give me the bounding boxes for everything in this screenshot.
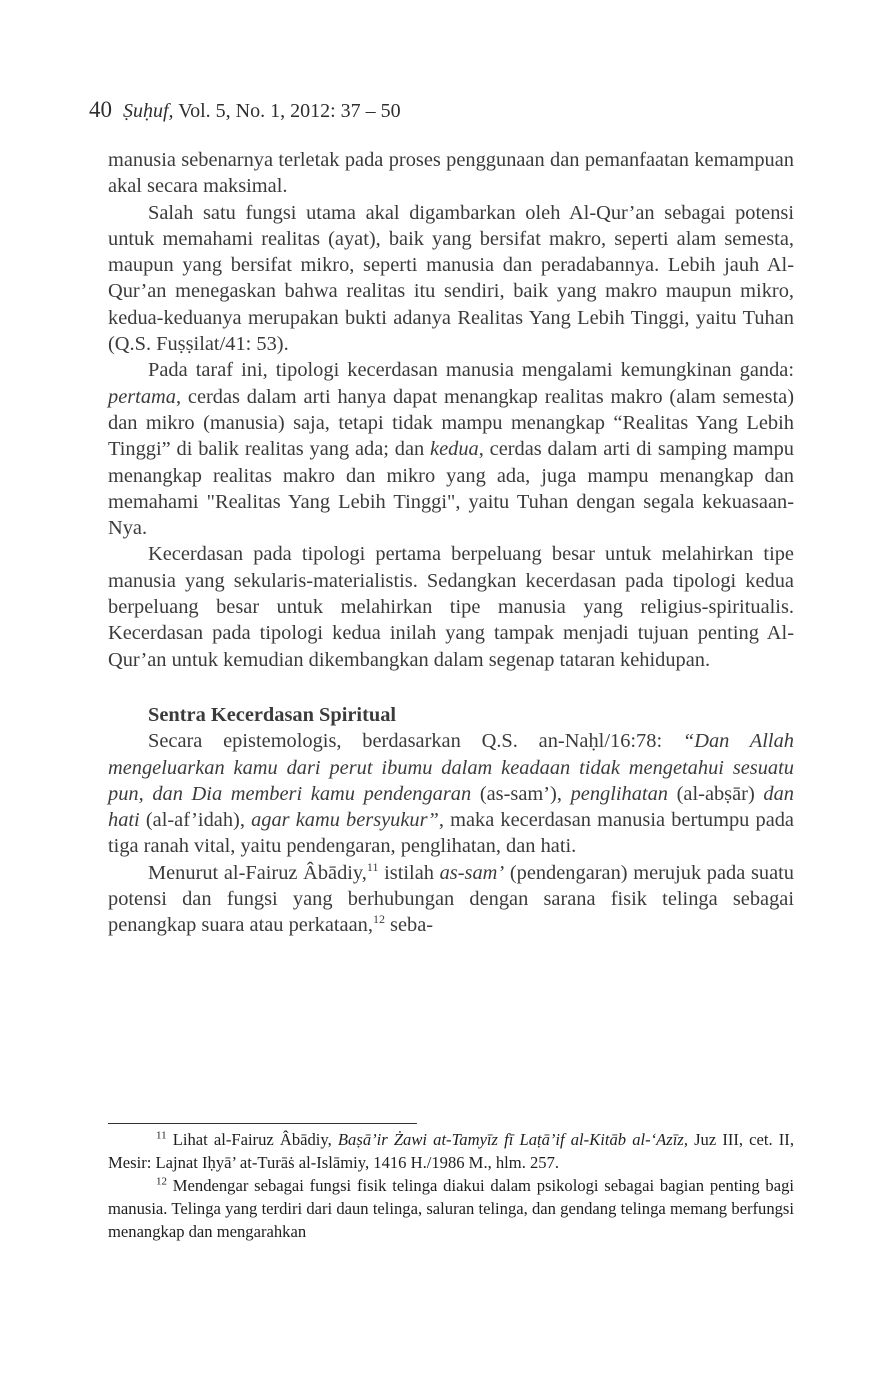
paragraph-6	[108, 860, 794, 939]
paragraph-4: Kecerdasan pada tipologi pertama berpeluang besar untuk melahirkan tipe manusia yang sekularis-materialistis. Sedangkan kecerdasan pada tipologi kedua berpeluang besar untuk melahirkan tipe manusia yang religius-spiritualis. Kecerdasan pada tipologi kedua inilah yang tampak menjadi tujuan penting Al-Qur’an untuk kemudian dikembangkan dalam segenap tataran kehidupan.	[108, 543, 794, 671]
footnote-11-number: 11	[156, 1129, 167, 1142]
paragraph-1: manusia sebenarnya terletak pada proses penggunaan dan pemanfaatan kemampuan akal secara maksimal.	[108, 149, 794, 198]
paragraph-5-text-b: (as-sam’),	[471, 782, 571, 805]
paragraph-5-text-e: , maka kecerdasan manusia bertumpu pada tiga ranah vital, yaitu pendengaran, penglihatan, dan hati.	[108, 809, 794, 858]
paragraph-6-text-d: seba-	[384, 914, 434, 937]
footnote-12-number: 12	[156, 1175, 167, 1188]
footnote-divider	[108, 1123, 417, 1124]
paragraph-3-text-c: , cerdas dalam arti di samping mampu menangkap realitas makro dan mikro yang ada, juga mampu menangkap dan memahami "Realitas Yang Lebih Tinggi", yaitu Tuhan dengan segala kekuasaan-Nya.	[108, 438, 794, 540]
body-text	[108, 147, 794, 939]
paragraph-3-text-a: Pada taraf ini, tipologi kecerdasan manusia mengalami kemungkinan ganda:	[148, 359, 794, 382]
footnote-11-book-title: Baṣā’ir Żawi at-Tamyīz fī Laṭā’if al-Kitāb al-‘Azīz,	[337, 1130, 688, 1149]
paragraph-5-text-a: Secara epistemologis, berdasarkan Q.S. an-Naḥl/16:78:	[148, 730, 683, 753]
paragraph-5-text-d: (al-af’idah),	[139, 809, 252, 832]
page-number: 40	[89, 97, 112, 122]
journal-name: Ṣuḥuf,	[123, 100, 174, 122]
journal-citation: Vol. 5, No. 1, 2012: 37 – 50	[178, 100, 401, 122]
paragraph-6-term-as-sam: as-sam’	[439, 861, 505, 884]
paragraph-5-quote-c: dan hati	[108, 782, 794, 832]
paragraph-3-emphasis-pertama: pertama	[108, 385, 176, 408]
paragraph-5-quote-a: “Dan Allah mengeluarkan kamu dari perut ibumu dalam keadaan tidak mengetahui sesuatu pun, dan Dia memberi kamu pendengaran	[108, 730, 794, 805]
footnote-12	[108, 1174, 794, 1243]
section-heading: Sentra Kecerdasan Spiritual	[148, 703, 397, 726]
paragraph-6-text-a: Menurut al-Fairuz Âbādiy,	[148, 861, 367, 884]
footnotes	[108, 1128, 794, 1243]
footnote-12-text: Mendengar sebagai fungsi fisik telinga diakui dalam psikologi sebagai bagian penting bagi manusia. Telinga yang terdiri dari daun telinga, saluran telinga, dan gendang telinga memang berfungsi menangkap dan mengarahkan	[108, 1176, 794, 1241]
footnote-ref-11[interactable]: 11	[366, 859, 379, 874]
paragraph-5-quote-b: penglihatan	[570, 782, 668, 805]
paragraph-3	[108, 357, 794, 541]
paragraph-5-quote-d: agar kamu bersyukur”	[251, 809, 439, 832]
paragraph-5	[108, 728, 794, 859]
footnote-11-text-b: Juz III, cet. II, Mesir: Lajnat Iḥyā’ at-Turāṡ al-Islāmiy, 1416 H./1986 M., hlm. 257.	[108, 1130, 794, 1172]
running-head	[89, 97, 401, 123]
paragraph-3-text-b: , cerdas dalam arti hanya dapat menangkap realitas makro (alam semesta) dan mikro (manusia) saja, tetapi tidak mampu menangkap “Realitas Yang Lebih Tinggi” di balik realitas yang ada; dan	[108, 385, 794, 461]
paragraph-5-text-c: (al-abṣār)	[668, 782, 764, 805]
paragraph-3-emphasis-kedua: kedua	[430, 438, 479, 461]
footnote-ref-12[interactable]: 12	[372, 912, 385, 927]
footnote-11	[108, 1128, 794, 1174]
paragraph-6-text-c: (pendengaran) merujuk pada suatu potensi dan fungsi yang berhubungan dengan sarana fisik telinga sebagai penangkap suara atau perkataan,	[108, 861, 794, 937]
footnote-11-text-a: Lihat al-Fairuz Âbādiy,	[166, 1130, 338, 1149]
paragraph-6-text-b: istilah	[378, 861, 440, 884]
paragraph-2: Salah satu fungsi utama akal digambarkan oleh Al-Qur’an sebagai potensi untuk memahami realitas (ayat), baik yang bersifat makro, seperti alam semesta, maupun yang bersifat mikro, seperti manusia dan peradabannya. Lebih jauh Al-Qur’an menegaskan bahwa realitas itu sendiri, baik yang makro maupun mikro, kedua-keduanya merupakan bukti adanya Realitas Yang Lebih Tinggi, yaitu Tuhan (Q.S. Fuṣṣilat/41: 53).	[108, 201, 794, 356]
